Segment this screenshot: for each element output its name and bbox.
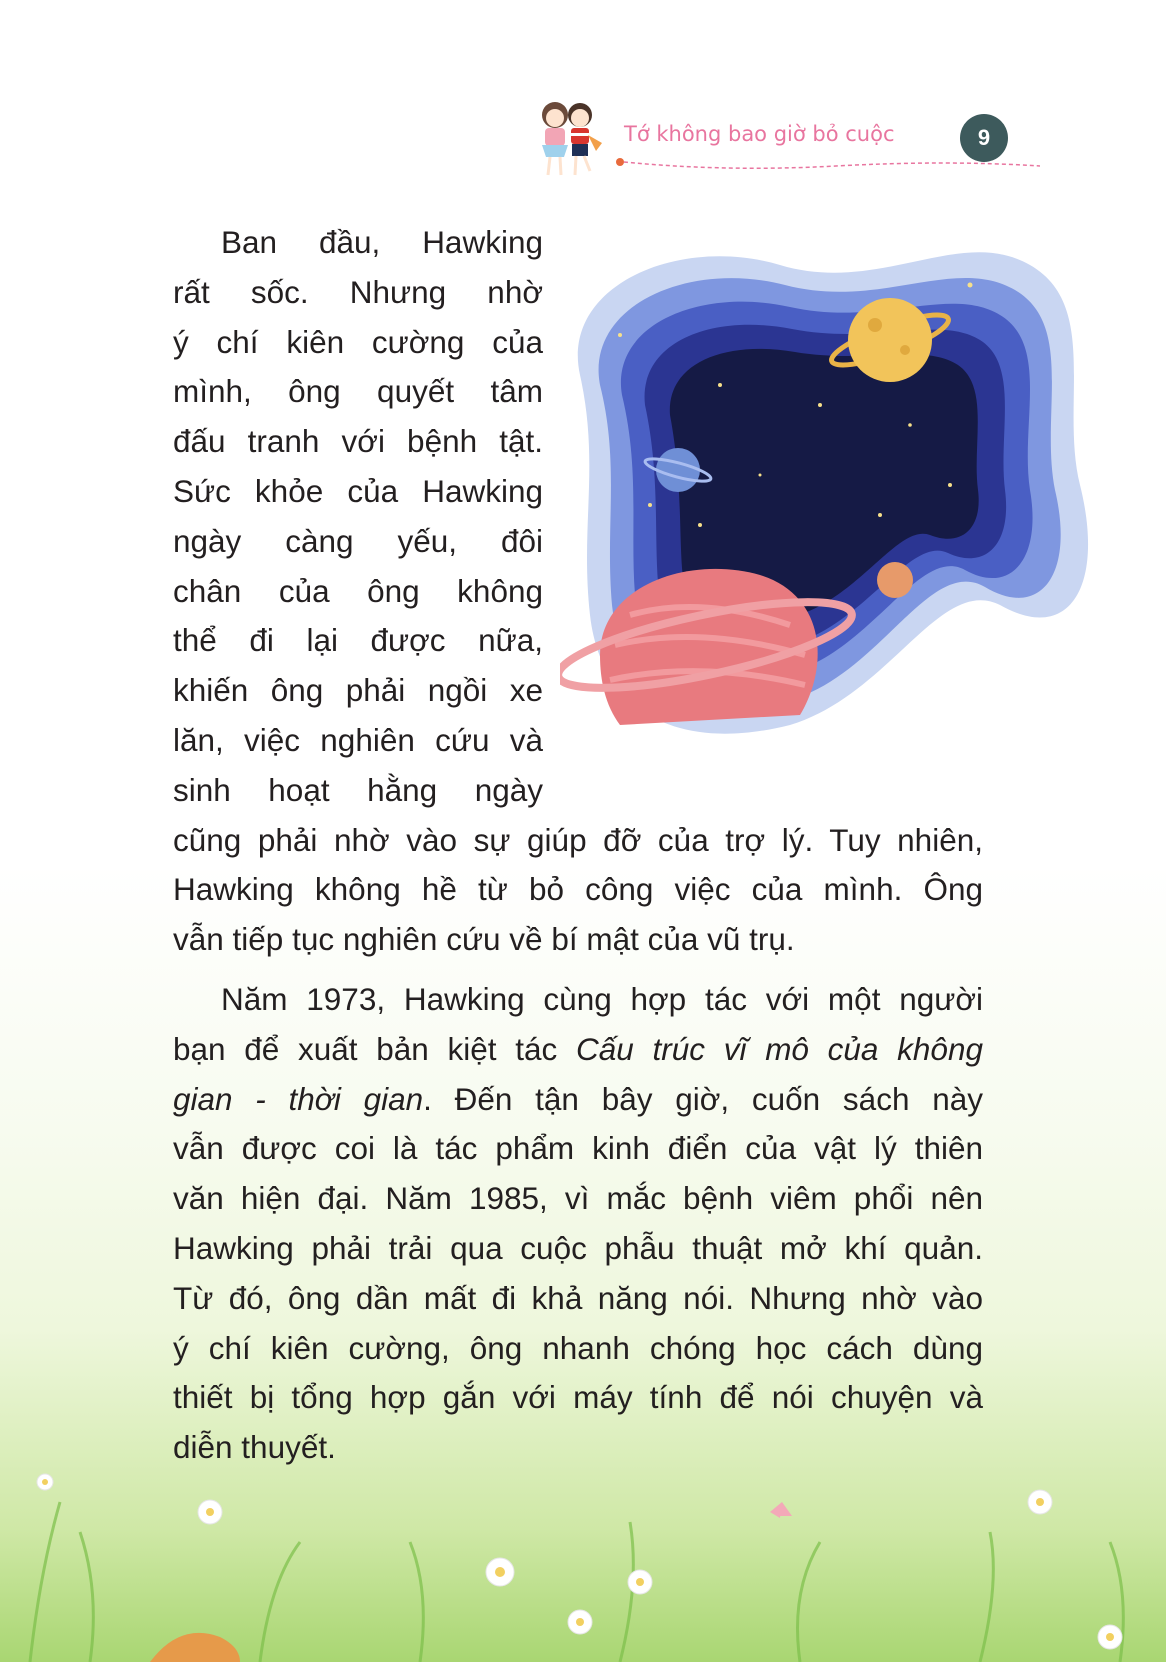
text-line: lăn, việc nghiên cứu và: [173, 721, 543, 758]
text-line: rất sốc. Nhưng nhờ: [173, 273, 543, 310]
text-line: sinh hoạt hằng ngày: [173, 771, 543, 808]
text-line: Sức khỏe của Hawking: [173, 472, 543, 509]
page-number-badge: 9: [960, 114, 1008, 162]
paragraph-1: [173, 218, 983, 965]
text-line: Hawking không hề từ bỏ công việc của mình. Ông: [173, 871, 983, 908]
text-line: diễn thuyết.: [173, 1429, 336, 1466]
text-line: chân của ông không: [173, 572, 543, 609]
meadow-background-illustration: [0, 1422, 1166, 1662]
text-line: vẫn tiếp tục nghiên cứu về bí mật của vũ trụ.: [173, 921, 795, 958]
text-run: . Đến tận bây giờ, cuốn sách này: [423, 1080, 983, 1117]
text-line: ý chí kiên cường của: [173, 323, 543, 360]
body-text: [173, 218, 983, 1473]
text-line: văn hiện đại. Năm 1985, vì mắc bệnh viêm phổi nên: [173, 1180, 983, 1217]
text-line: vẫn được coi là tác phẩm kinh điển của vật lý thiên: [173, 1130, 983, 1167]
text-line: thiết bị tổng hợp gắn với máy tính để nói chuyện và: [173, 1379, 983, 1416]
book-title-italic: Cấu trúc vĩ mô của không: [576, 1030, 983, 1067]
book-title-italic: gian - thời gian: [173, 1080, 424, 1117]
text-line: thể đi lại được nữa,: [173, 622, 543, 659]
text-line: Ban đầu, Hawking: [221, 224, 543, 260]
text-line: khiến ông phải ngồi xe: [173, 672, 543, 709]
text-line-mixed: [173, 1025, 983, 1075]
children-illustration-icon: [530, 95, 610, 180]
text-line: Năm 1973, Hawking cùng hợp tác với một người: [221, 980, 983, 1017]
text-line: ý chí kiên cường, ông nhanh chóng học cách dùng: [173, 1329, 983, 1366]
text-line: đấu tranh với bệnh tật.: [173, 423, 543, 460]
paragraph-2: [173, 975, 983, 1473]
running-header: [520, 90, 1040, 190]
text-line: Hawking phải trải qua cuộc phẫu thuật mở khí quản.: [173, 1229, 983, 1266]
book-title-header: Tớ không bao giờ bỏ cuộc: [624, 122, 895, 146]
text-line: cũng phải nhờ vào sự giúp đỡ của trợ lý. Tuy nhiên,: [173, 821, 983, 858]
text-line: mình, ông quyết tâm: [173, 373, 543, 410]
text-run: bạn để xuất bản kiệt tác: [173, 1030, 577, 1067]
text-line-mixed: [173, 1075, 983, 1125]
text-line: ngày càng yếu, đôi: [173, 522, 543, 559]
text-line: Từ đó, ông dần mất đi khả năng nói. Nhưng nhờ vào: [173, 1279, 983, 1316]
